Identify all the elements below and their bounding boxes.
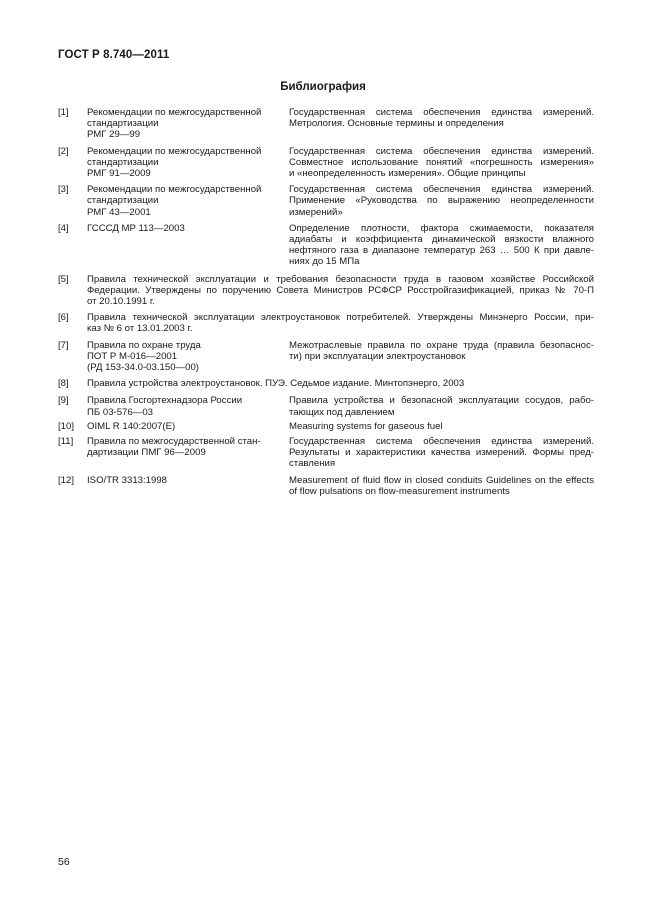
entry-text-line: ниях до 15 МПа [289, 256, 360, 268]
entry-number: [3] [58, 184, 69, 196]
entry-description [289, 184, 594, 218]
entry-number: [4] [58, 222, 69, 234]
entry-full-text [87, 274, 594, 308]
entry-number: [6] [58, 312, 69, 324]
entry-text-line: ПБ 03-576—03 [87, 406, 153, 418]
entry-description [289, 107, 594, 141]
entry-text-line: адиабаты и коэффициента динамической вязкости влажного [289, 234, 594, 246]
entry-text-line: РМГ 29—99 [87, 129, 141, 141]
entry-text-line: Рекомендации по межгосударственной [87, 145, 262, 157]
entry-number: [1] [58, 107, 69, 118]
entry-source [87, 421, 289, 432]
entry-text-line: каз № 6 от 13.01.2003 г. [87, 323, 193, 335]
entry-source [87, 184, 289, 218]
bibliography-entry [58, 274, 594, 308]
entry-text-line: тающих под давлением [289, 406, 395, 418]
bibliography-entry [58, 107, 594, 141]
entry-text-line: нефтяного газа в диапазоне температур 263 … 500 К при давле- [289, 245, 594, 257]
entry-number: [11] [58, 436, 74, 448]
entry-number: [9] [58, 395, 69, 407]
entry-text-line: от 20.10.1991 г. [87, 296, 155, 308]
entry-text-line: Совместное использование понятий «погрешность измерения» [289, 156, 594, 168]
entry-text-line: стандартизации [87, 156, 159, 168]
entry-source [87, 395, 289, 417]
entry-number: [12] [58, 474, 75, 486]
bibliography-entry [58, 146, 594, 180]
entry-text-line: РМГ 43—2001 [87, 206, 151, 218]
entry-description [289, 223, 594, 268]
bibliography-entry [58, 436, 594, 470]
entry-number: [10] [58, 420, 75, 432]
bibliography-entry [58, 421, 594, 432]
entry-text-line: Межотраслевые правила по охране труда (правила безопаснос- [289, 339, 594, 351]
entry-text-line: Правила технической эксплуатации электроустановок потребителей. Утверждены Минэнерго России, при- [87, 312, 594, 324]
entry-text-line: Рекомендации по межгосударственной [87, 107, 262, 118]
entry-description [289, 340, 594, 374]
entry-text-line: ставления [289, 458, 336, 470]
entry-text-line: Государственная система обеспечения единства измерений. [289, 184, 594, 196]
entry-text-line: Правила Госгортехнадзора России [87, 395, 243, 407]
entry-description [289, 421, 594, 432]
entry-number: [7] [58, 339, 69, 351]
entry-text-line: ПОТ Р М-016—2001 [87, 350, 178, 362]
entry-text-line: OIML R 140:2007(E) [87, 420, 176, 432]
entry-text-line: Государственная система обеспечения единства измерений. [289, 436, 594, 448]
entry-text-line: Определение плотности, фактора сжимаемости, показателя [289, 222, 594, 234]
document-header: ГОСТ Р 8.740—2011 [58, 49, 170, 61]
entry-full-text [87, 378, 594, 389]
bibliography-entry [58, 340, 594, 374]
bibliography-entry [58, 223, 594, 268]
bibliography-entry [58, 475, 594, 497]
entry-source [87, 475, 289, 497]
entry-source [87, 107, 289, 141]
bibliography-entry [58, 395, 594, 417]
entry-text-line: (РД 153-34.0-03.150—00) [87, 362, 199, 374]
entry-text-line: Государственная система обеспечения единства измерений. [289, 107, 594, 118]
entry-text-line: Рекомендации по межгосударственной [87, 184, 262, 196]
entry-source [87, 340, 289, 374]
entry-number: [5] [58, 273, 69, 285]
entry-text-line: дартизации ПМГ 96—2009 [87, 447, 206, 459]
entry-text-line: Метрология. Основные термины и определения [289, 118, 504, 130]
section-title: Библиография [280, 81, 366, 93]
entry-full-text [87, 312, 594, 334]
entry-text-line: РМГ 91—2009 [87, 168, 151, 180]
entry-text-line: Результаты и характеристики качества измерений. Формы пред- [289, 447, 594, 459]
entry-number: [8] [58, 378, 69, 390]
entry-description [289, 395, 594, 417]
bibliography-entry [58, 184, 594, 218]
bibliography-entry [58, 312, 594, 334]
entry-source [87, 223, 289, 268]
entry-text-line: ISO/TR 3313:1998 [87, 474, 167, 486]
entry-description [289, 475, 594, 497]
entry-text-line: Государственная система обеспечения единства измерений. [289, 145, 594, 157]
entry-text-line: Правила технической эксплуатации и требования безопасности труда в газовом хозяйстве Российской [87, 273, 594, 285]
entry-text-line: ГСССД МР 113—2003 [87, 222, 185, 234]
entry-text-line: Федерации. Утверждены по поручению Совета Министров РСФСР Росстройгазификацией, приказ № 70-П [87, 284, 594, 296]
entry-text-line: стандартизации [87, 118, 159, 130]
page-number: 56 [58, 856, 70, 868]
bibliography-list [58, 107, 594, 497]
entry-text-line: of flow pulsations on flow-measurement instruments [289, 485, 510, 497]
entry-description [289, 146, 594, 180]
entry-text-line: Measuring systems for gaseous fuel [289, 420, 443, 432]
entry-source [87, 436, 289, 470]
entry-text-line: ти) при эксплуатации электроустановок [289, 350, 466, 362]
entry-text-line: Правила устройства и безопасной эксплуатации сосудов, рабо- [289, 395, 594, 407]
entry-text-line: стандартизации [87, 195, 159, 207]
entry-text-line: измерений» [289, 206, 343, 218]
bibliography-entry [58, 378, 594, 389]
entry-text-line: и «неопределенность измерения». Общие принципы [289, 168, 526, 180]
entry-text-line: Правила по межгосударственной стан- [87, 436, 261, 448]
entry-text-line: Правила устройства электроустановок. ПУЭ. Седьмое издание. Минтопэнерго, 2003 [87, 378, 465, 390]
entry-text-line: Measurement of fluid flow in closed conduits Guidelines on the effects [289, 474, 594, 486]
entry-description [289, 436, 594, 470]
entry-text-line: Правила по охране труда [87, 339, 201, 351]
entry-number: [2] [58, 145, 69, 157]
entry-source [87, 146, 289, 180]
entry-text-line: Применение «Руководства по выражению неопределенности [289, 195, 594, 207]
